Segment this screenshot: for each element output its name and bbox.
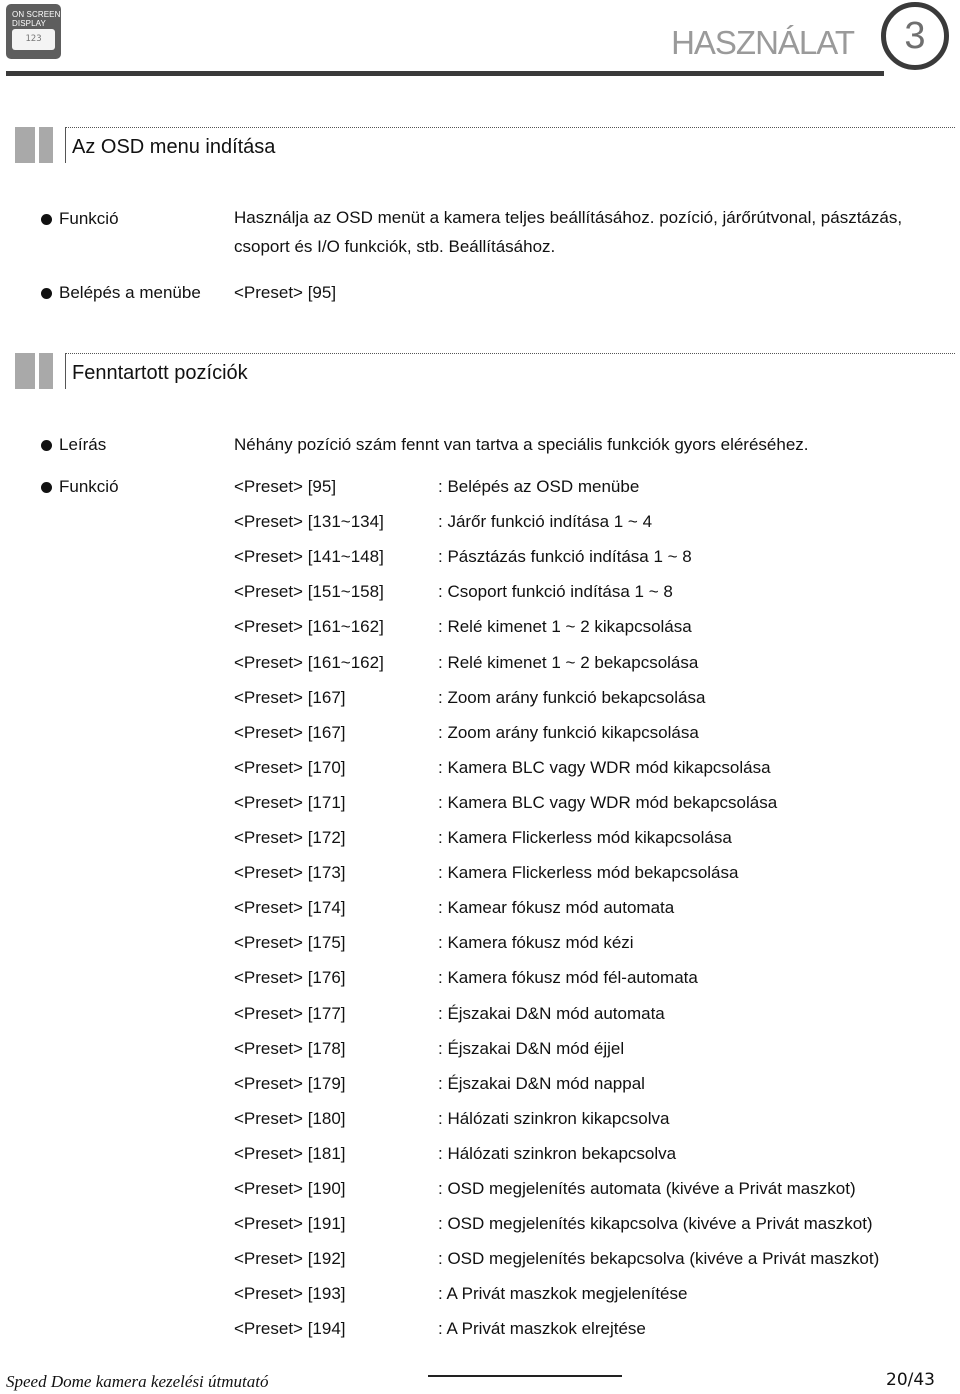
item-label: Funkció bbox=[59, 477, 119, 496]
manual-title: Speed Dome kamera kezelési útmutató bbox=[6, 1372, 269, 1391]
preset-row bbox=[0, 1249, 960, 1273]
preset-row bbox=[0, 1214, 960, 1238]
chapter-title: HASZNÁLAT bbox=[671, 24, 854, 61]
preset-row bbox=[0, 688, 960, 712]
preset-row bbox=[0, 617, 960, 641]
preset-row bbox=[0, 1319, 960, 1343]
item-label: Leírás bbox=[59, 435, 107, 454]
list-item-belepes bbox=[0, 283, 960, 307]
section-title: Az OSD menu indítása bbox=[72, 136, 276, 158]
preset-description: : Éjszakai D&N mód automata bbox=[438, 1003, 665, 1023]
bullet-icon bbox=[41, 214, 52, 225]
preset-number: <Preset> [141~148] bbox=[234, 547, 384, 567]
preset-row bbox=[0, 1004, 960, 1028]
preset-row bbox=[0, 512, 960, 536]
preset-number: <Preset> [170] bbox=[234, 757, 346, 777]
section-marker-bar bbox=[15, 127, 35, 163]
preset-description: : Relé kimenet 1 ~ 2 bekapcsolása bbox=[438, 652, 699, 672]
preset-number: <Preset> [172] bbox=[234, 828, 346, 847]
preset-number: <Preset> [161~162] bbox=[234, 617, 384, 637]
section-title: Fenntartott pozíciók bbox=[72, 362, 248, 384]
preset-number: <Preset> [131~134] bbox=[234, 512, 384, 532]
preset-description: : Éjszakai D&N mód éjjel bbox=[438, 1038, 625, 1058]
footer-rule bbox=[428, 1375, 622, 1377]
preset-number: <Preset> [190] bbox=[234, 1179, 346, 1198]
preset-row bbox=[0, 582, 960, 606]
dotted-rule bbox=[65, 353, 955, 354]
preset-number: <Preset> [175] bbox=[234, 933, 346, 953]
dotted-rule bbox=[65, 127, 955, 128]
preset-description: : OSD megjelenítés automata (kivéve a Privát maszkot) bbox=[438, 1179, 856, 1198]
preset-row bbox=[0, 933, 960, 957]
logo-screen: 123 bbox=[12, 29, 55, 50]
preset-number: <Preset> [151~158] bbox=[234, 582, 384, 602]
preset-description: : Kamera Flickerless mód kikapcsolása bbox=[438, 828, 732, 847]
logo-line-2: DISPLAY bbox=[12, 19, 46, 28]
preset-description: : Kamera Flickerless mód bekapcsolása bbox=[438, 863, 739, 883]
page-number: 20/43 bbox=[886, 1370, 935, 1390]
preset-description: : Zoom arány funkció bekapcsolása bbox=[438, 687, 706, 707]
preset-number: <Preset> [174] bbox=[234, 898, 346, 918]
preset-description: : Csoport funkció indítása 1 ~ 8 bbox=[438, 582, 673, 602]
preset-row bbox=[0, 758, 960, 782]
preset-number: <Preset> [193] bbox=[234, 1284, 346, 1304]
preset-number: <Preset> [191] bbox=[234, 1214, 346, 1234]
section-divider bbox=[65, 127, 66, 163]
section-heading-reserved-positions bbox=[15, 353, 955, 393]
on-screen-display-logo bbox=[6, 4, 61, 59]
preset-row bbox=[0, 828, 960, 852]
chapter-number-badge: 3 bbox=[881, 2, 949, 70]
preset-description: : Járőr funkció indítása 1 ~ 4 bbox=[438, 512, 653, 532]
preset-description: : Hálózati szinkron kikapcsolva bbox=[438, 1108, 670, 1128]
preset-number: <Preset> [171] bbox=[234, 792, 346, 812]
preset-description: : OSD megjelenítés bekapcsolva (kivéve a Privát maszkot) bbox=[438, 1249, 880, 1269]
preset-row bbox=[0, 1179, 960, 1203]
preset-number: <Preset> [173] bbox=[234, 863, 346, 883]
section-marker-bar bbox=[39, 127, 53, 163]
preset-row bbox=[0, 793, 960, 817]
preset-number: <Preset> [176] bbox=[234, 968, 346, 988]
preset-row bbox=[0, 1039, 960, 1063]
preset-row bbox=[0, 1109, 960, 1133]
preset-row bbox=[0, 547, 960, 571]
preset-row bbox=[0, 723, 960, 747]
list-item-funkcio bbox=[0, 209, 960, 269]
item-value: Használja az OSD menüt a kamera teljes beállításához. pozíció, járőrútvonal, pásztázás, csoport és I/O funkciók, stb. Beállításához. bbox=[234, 208, 903, 256]
preset-number: <Preset> [178] bbox=[234, 1038, 346, 1058]
preset-description: : Pásztázás funkció indítása 1 ~ 8 bbox=[438, 547, 692, 567]
preset-number: <Preset> [177] bbox=[234, 1003, 346, 1023]
preset-number: <Preset> [167] bbox=[234, 722, 346, 742]
preset-description: : Kamera BLC vagy WDR mód kikapcsolása bbox=[438, 757, 771, 777]
section-divider bbox=[65, 353, 66, 389]
section-marker-bar bbox=[15, 353, 35, 389]
logo-line-1: ON SCREEN bbox=[12, 10, 61, 19]
item-label: Belépés a menübe bbox=[59, 283, 201, 302]
preset-number: <Preset> [194] bbox=[234, 1319, 346, 1339]
list-item-leiras bbox=[0, 435, 960, 459]
preset-description: : Relé kimenet 1 ~ 2 kikapcsolása bbox=[438, 617, 692, 637]
preset-number: <Preset> [161~162] bbox=[234, 652, 384, 672]
preset-description: : Belépés az OSD menübe bbox=[438, 477, 640, 496]
bullet-icon bbox=[41, 288, 52, 299]
item-value: <Preset> [95] bbox=[234, 283, 337, 302]
preset-description: : Kamear fókusz mód automata bbox=[438, 898, 675, 918]
section-heading-osd-menu bbox=[15, 127, 955, 167]
preset-number: <Preset> [179] bbox=[234, 1073, 346, 1093]
item-value: Néhány pozíció szám fennt van tartva a speciális funkciók gyors eléréséhez. bbox=[234, 435, 809, 454]
preset-description: : Kamera fókusz mód fél-automata bbox=[438, 968, 698, 988]
preset-row bbox=[0, 653, 960, 677]
preset-row bbox=[0, 477, 960, 501]
preset-number: <Preset> [95] bbox=[234, 477, 337, 496]
preset-description: : Éjszakai D&N mód nappal bbox=[438, 1073, 645, 1093]
preset-description: : Kamera BLC vagy WDR mód bekapcsolása bbox=[438, 792, 778, 812]
preset-number: <Preset> [181] bbox=[234, 1143, 346, 1163]
item-label: Funkció bbox=[59, 209, 119, 228]
header-rule bbox=[6, 71, 884, 76]
section-marker-bar bbox=[39, 353, 53, 389]
preset-row bbox=[0, 863, 960, 887]
preset-row bbox=[0, 1074, 960, 1098]
preset-number: <Preset> [192] bbox=[234, 1249, 346, 1269]
preset-description: : Zoom arány funkció kikapcsolása bbox=[438, 722, 699, 742]
preset-row bbox=[0, 898, 960, 922]
bullet-icon bbox=[41, 440, 52, 451]
preset-number: <Preset> [180] bbox=[234, 1108, 346, 1128]
preset-description: : A Privát maszkok megjelenítése bbox=[438, 1284, 688, 1304]
preset-description: : A Privát maszkok elrejtése bbox=[438, 1319, 646, 1339]
preset-description: : OSD megjelenítés kikapcsolva (kivéve a Privát maszkot) bbox=[438, 1214, 873, 1234]
preset-description: : Hálózati szinkron bekapcsolva bbox=[438, 1143, 677, 1163]
preset-number: <Preset> [167] bbox=[234, 687, 346, 707]
preset-description: : Kamera fókusz mód kézi bbox=[438, 933, 634, 953]
preset-row bbox=[0, 968, 960, 992]
preset-row bbox=[0, 1144, 960, 1168]
preset-row bbox=[0, 1284, 960, 1308]
